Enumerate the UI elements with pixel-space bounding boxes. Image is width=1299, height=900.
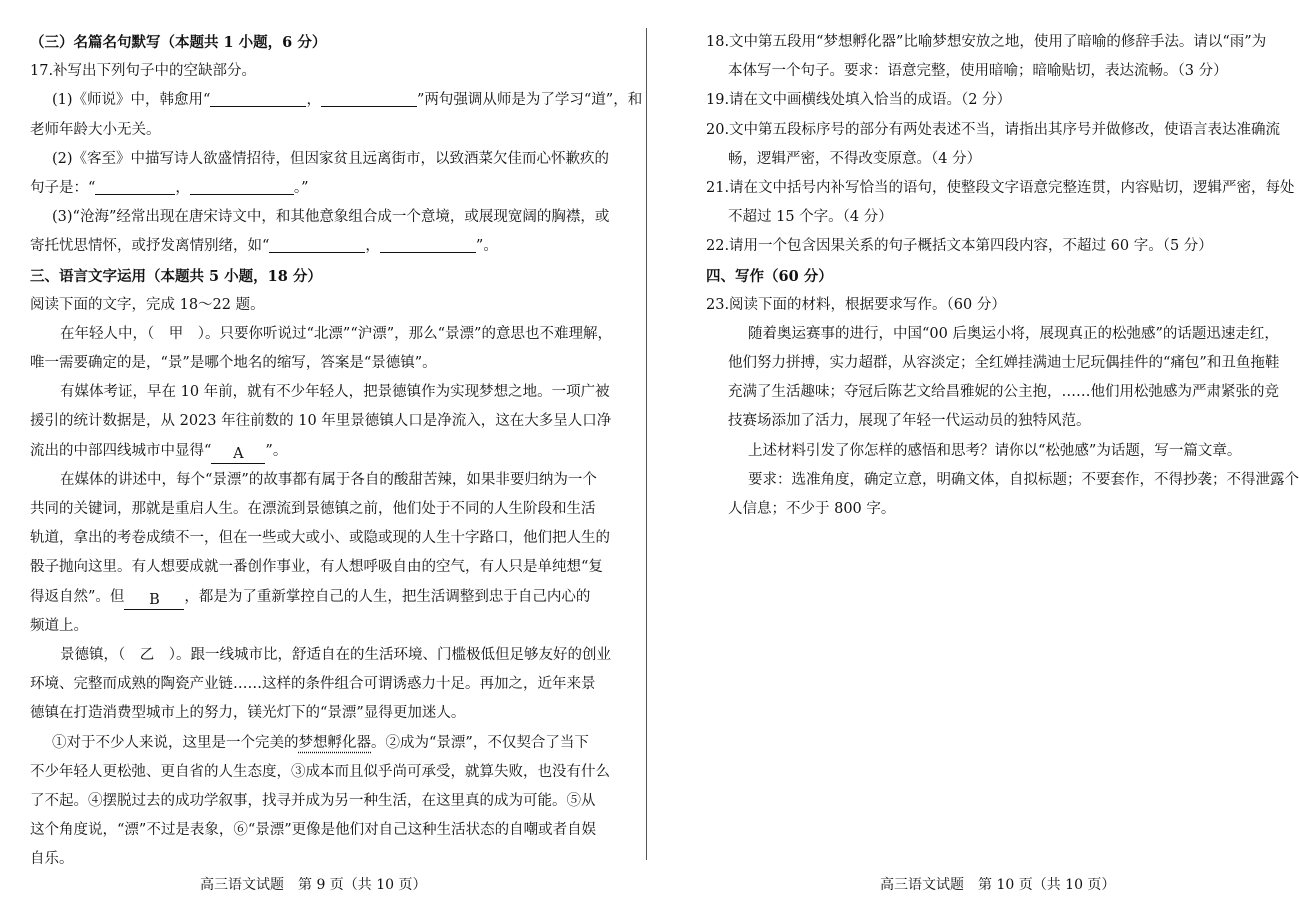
passage-line: 轨道，拿出的考卷成绩不一，但在一些或大或小、或隐或现的人生十字路口，他们把人生的 xyxy=(30,530,610,547)
page-9-column xyxy=(30,28,643,874)
answer-blank[interactable] xyxy=(95,176,175,195)
question-17-part-3-blanks: 寄托忧思情怀，或抒发离情别绪，如“ ， ”。 xyxy=(30,232,598,261)
section-heading-famous-lines: （三）名篇名句默写（本题共 1 小题，6 分） xyxy=(30,34,327,51)
passage-line: 共同的关键词，那就是重启人生。在漂流到景德镇之前，他们处于不同的人生阶段和生活 xyxy=(30,501,596,517)
passage-line: 环境、完整而成熟的陶瓷产业链……这样的条件组合可谓诱惑力十足。再加之，近年来景 xyxy=(30,676,596,693)
passage-line: 在媒体的讲述中，每个“景漂”的故事都有属于各自的酸甜苦辣，如果非要归纳为一个 xyxy=(60,471,597,488)
passage-line: 自乐。 xyxy=(30,851,74,868)
answer-blank[interactable] xyxy=(269,234,365,253)
passage-line-blank-b: 得返自然”。但 B ，都是为了重新掌控自己的人生，把生活调整到忠于自己内心的 xyxy=(30,588,591,608)
question-21-cont: 不超过 15 个字。（4 分） xyxy=(728,209,893,226)
passage-line: 这个角度说，“漂”不过是表象，⑥“景漂”更像是他们对自己这种生活状态的自嘲或者自娱 xyxy=(30,822,597,839)
section-heading-language-use: 三、语言文字运用（本题共 5 小题，18 分） xyxy=(30,267,322,285)
passage-line: 德镇在打造消费型城市上的努力，镁光灯下的“景漂”显得更加迷人。 xyxy=(30,705,466,722)
page-10-column xyxy=(706,28,1299,524)
question-21: 21.请在文中括号内补写恰当的语句，使整段文字语意完整连贯，内容贴切，逻辑严密，每处 xyxy=(706,179,1295,196)
question-17-part-3: (3)“沧海”经常出现在唐宋诗文中，和其他意象组合成一个意境，或展现宽阔的胸襟，或 xyxy=(52,209,610,226)
passage-line: 了不起。④摆脱过去的成功学叙事，找寻并成为另一种生活，在这里真的成为可能。⑤从 xyxy=(30,792,596,809)
writing-requirements-cont: 人信息；不少于 800 字。 xyxy=(728,501,896,517)
writing-prompt: 上述材料引发了你怎样的感悟和思考？请你以“松弛感”为话题，写一篇文章。 xyxy=(748,442,1242,459)
material-line: 技赛场添加了活力，展现了年轻一代运动员的独特风范。 xyxy=(728,413,1091,430)
question-22: 22.请用一个包含因果关系的句子概括文本第四段内容，不超过 60 字。（5 分） xyxy=(706,238,1213,255)
question-17-part-2: (2)《客至》中描写诗人欲盛情招待，但因家贫且远离街市，以致酒菜欠佳而心怀歉疚的 xyxy=(52,150,610,167)
section-heading-writing: 四、写作（60 分） xyxy=(706,267,833,285)
question-17-part-1: (1)《师说》中，韩愈用“ ， ”两句强调从师是为了学习“道”，和 xyxy=(30,86,598,115)
question-17-stem: 17.补写出下列句子中的空缺部分。 xyxy=(30,63,257,80)
emphasized-term: 梦想孵化器 xyxy=(298,734,371,751)
answer-blank[interactable] xyxy=(210,88,306,107)
answer-blank[interactable] xyxy=(190,176,294,195)
question-20: 20.文中第五段标序号的部分有两处表述不当，请指出其序号并做修改，使语言表达准确流 xyxy=(706,121,1281,138)
passage-line: 景德镇，（ 乙 ）。跟一线城市比，舒适自在的生活环境、门槛极低但足够友好的创业 xyxy=(60,646,611,663)
question-17-part-2-blanks: 句子是：“ ， 。” xyxy=(30,174,598,203)
material-line: 他们努力拼搏，实力超群，从容淡定；全红婵挂满迪士尼玩偶挂件的“痛包”和丑鱼拖鞋 xyxy=(728,355,1280,372)
answer-blank[interactable] xyxy=(321,88,417,107)
answer-blank[interactable] xyxy=(380,234,476,253)
text-line: 老师年龄大小无关。 xyxy=(30,121,161,138)
page-9-footer: 高三语文试题 第 9 页（共 10 页） xyxy=(200,877,427,893)
blank-a[interactable]: A xyxy=(211,445,265,464)
passage-line: 援引的统计数据是，从 2023 年往前数的 10 年里景德镇人口是净流入，这在大多呈人口净 xyxy=(30,413,612,430)
question-20-cont: 畅，逻辑严密，不得改变原意。（4 分） xyxy=(728,150,982,167)
question-18-cont: 本体写一个句子。要求：语意完整，使用暗喻；暗喻贴切，表达流畅。（3 分） xyxy=(728,63,1228,80)
column-divider xyxy=(646,28,647,860)
reading-instruction: 阅读下面的文字，完成 18～22 题。 xyxy=(30,296,265,313)
passage-line-numbered: ①对于不少人来说，这里是一个完美的梦想孵化器。②成为“景漂”，不仅契合了当下 xyxy=(52,734,589,751)
question-23: 23.阅读下面的材料，根据要求写作。（60 分） xyxy=(706,296,1006,313)
passage-line-blank-a: 流出的中部四线城市中显得“ A ”。 xyxy=(30,442,288,462)
passage-line: 在年轻人中，（ 甲 ）。只要你听说过“北漂”“沪漂”，那么“景漂”的意思也不难理解， xyxy=(60,325,612,342)
passage-line: 频道上。 xyxy=(30,617,88,634)
passage-line: 不少年轻人更松弛、更自省的人生态度，③成本而且似乎尚可承受，就算失败，也没有什么 xyxy=(30,763,610,780)
passage-line: 有媒体考证，早在 10 年前，就有不少年轻人，把景德镇作为实现梦想之地。一项广被 xyxy=(60,384,610,401)
question-18: 18.文中第五段用“梦想孵化器”比喻梦想安放之地，使用了暗喻的修辞手法。请以“雨”为 xyxy=(706,34,1267,50)
material-line: 随着奥运赛事的进行，中国“00 后奥运小将，展现真正的松弛感”的话题迅速走红， xyxy=(748,325,1279,342)
question-19: 19.请在文中画横线处填入恰当的成语。（2 分） xyxy=(706,92,1012,109)
blank-b[interactable]: B xyxy=(124,591,184,610)
passage-line: 骰子抛向这里。有人想要成就一番创作事业，有人想呼吸自由的空气，有人只是单纯想“复 xyxy=(30,559,603,576)
material-line: 充满了生活趣味；夺冠后陈艺文给昌雅妮的公主抱，……他们用松弛感为严肃紧张的竞 xyxy=(728,384,1279,401)
passage-line: 唯一需要确定的是，“景”是哪个地名的缩写，答案是“景德镇”。 xyxy=(30,355,437,372)
page-10-footer: 高三语文试题 第 10 页（共 10 页） xyxy=(880,877,1116,893)
writing-requirements: 要求：选准角度，确定立意，明确文体，自拟标题；不要套作，不得抄袭；不得泄露个 xyxy=(748,471,1299,488)
